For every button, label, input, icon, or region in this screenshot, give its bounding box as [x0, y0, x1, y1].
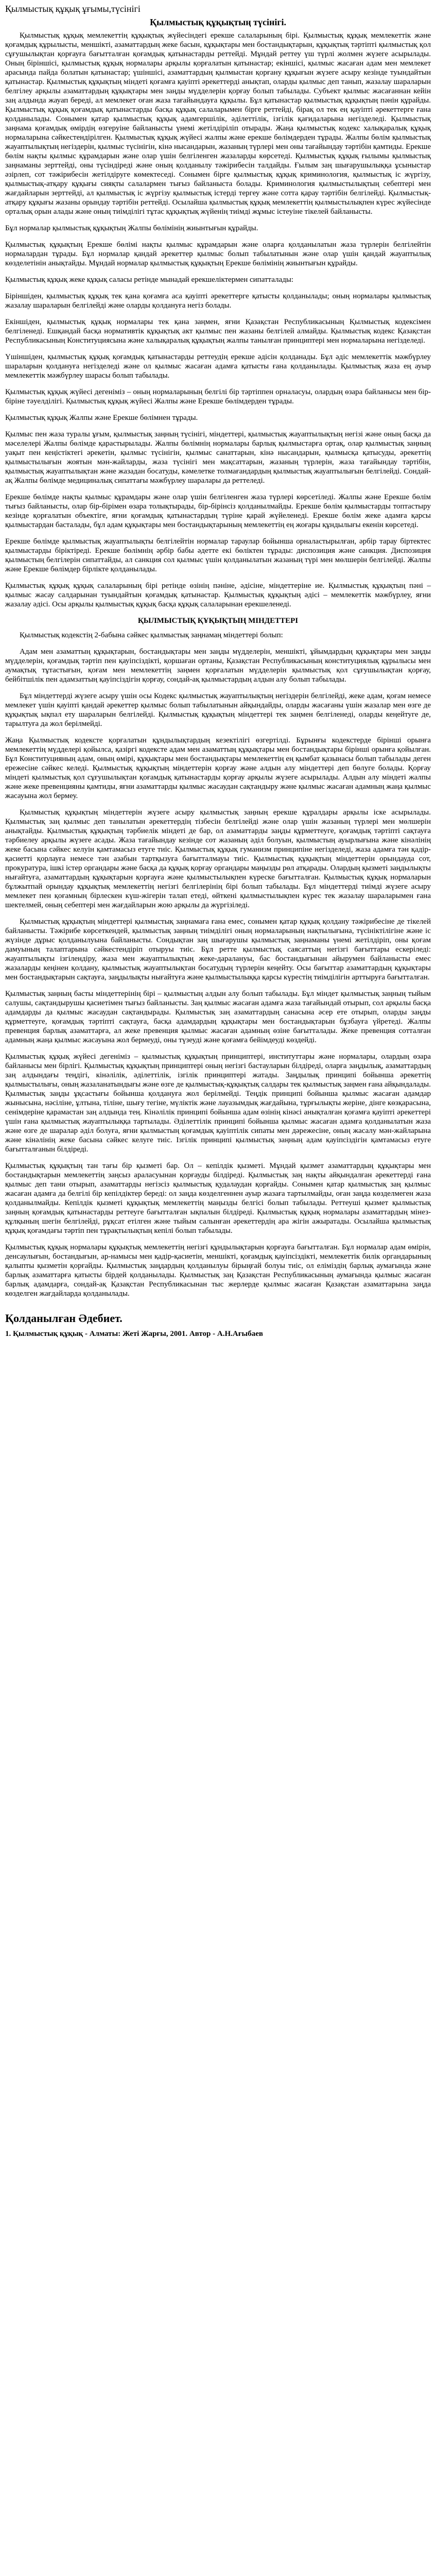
paragraph: Қылмыстық құқықтың міндеттері қылмыстық заңнамаға ғана емес, сонымен қатар құқық қолдану тәжірибесіне де тікелей байланысты. Тәжірибе көрсеткендей, қылмыстық заңның тиімділігі оның нормаларының нақтылығына, түсініктілігіне және іс жүзінде дұрыс қолданылуына байланысты. Сондықтан заң шығарушы қылмыстық заңнаманы үнемі жетілдіріп, оны қоғам дамуының талаптарына сәйкестендіріп отыруы тиіс. Бұл ретте қылмыстық саясаттың негізгі бағыттары ескеріледі: жауаптылықты ізгілендіру, жаза мен жауаптылықтың жеке-даралануы, бас бостандығынан айырумен байланысты емес жазаларды кеңінен қолдану, қылмыстық жауаптылықтан босатудың түрлерін кеңейту. Осы бағыттар азаматтардың құқықтары мен бостандықтарын сақтауға, заңдылықты нығайтуға және қылмыстылыққа қарсы күрестің тиімділігін арттыруға бағытталған.	[5, 918, 431, 981]
paragraph: Қылмыстық құқық мемлекеттің құқықтық жүйесіндегі ерекше салаларының бірі. Қылмыстық құқық мемлекеттік және қоғамдық құрылысты, меншікті, азаматтардың жеке басын, құқықтары мен бостандықтарын, құқықтық тәртіпті қылмыстық қол сұғушылықтан қорғауға бағытталған қоғамдық қатынастарды реттейді. Мұндай реттеу үш түрлі жолмен жүзеге асырылады. Оның біріншісі, қылмыстық құқық нормалары арқылы қорғалатын қатынастар; екіншісі, қылмыс жасаған адам мен мемлекет арасында пайда болатын қатынастар; үшіншісі, азаматтардың қылмыстан қорғану құқығын жүзеге асыру кезінде туындайтын қатынастар. Қылмыстық құқықтың міндеті қоғамға қауіпті әрекеттерді анықтап, оларды қылмыс деп танып, жазалау шараларын белгілеу арқылы азаматтардың құқықтары мен заңды мүдделерін қорғау болып табылады. Субъект қылмыс жасағаннан кейін заң алдында жауап береді, ал мемлекет оған жаза тағайындауға құқылы. Бұл қатынастар қылмыстық құқықтың пәнін құрайды. Қылмыстық құқық қоғамдық қатынастарды басқа құқық салаларымен бірге реттейді, бірақ ол тек ең қауіпті әрекеттерге ғана қолданылады. Сонымен қатар қылмыстық құқық адамгершілік, әділеттілік, ізгілік қағидаларына негізделеді. Қылмыстық заңнама қоғамдық өмірдің өзгеруіне байланысты үнемі жетілдіріліп отырады. Жаңа қылмыстық кодекс халықаралық құқық нормаларына сәйкестендірілген. Қылмыстық құқық жүйесі жалпы және ерекше бөлімдерден тұрады. Жалпы бөлім қылмыстық жауаптылықтың негіздерін, қылмыс түсінігін, кінә нысандарын, жазаның түрлері мен оны тағайындау тәртібін қамтиды. Ерекше бөлім нақты қылмыс құрамдарын және олар үшін белгіленген жазаларды көрсетеді. Қылмыстық құқық ғылымы қылмыстық заңнаманы зерттейді, оны түсіндіреді және оның қолданылу тәжірибесін талдайды. Ғылым заң шығарушылыққа ұсыныстар әзірлеп, сот тәжірибесін жетілдіруге көмектеседі. Сонымен бірге қылмыстық құқық криминология, қылмыстық іс жүргізу, қылмыстық-атқару құқығы сияқты салалармен тығыз байланыста болады. Криминология қылмыстылықтың себептері мен жағдайларын зерттейді, ал қылмыстық іс жүргізу қылмыстық істерді тергеу және сотта қарау тәртібін белгілейді. Қылмыстық-атқару құқығы жазаны орындау тәртібін реттейді. Осылайша қылмыстық құқық мемлекеттің қылмыстылықпен күрес жүйесінде орталық орын алады және оның тиімділігі тұтас құқықтық жүйенің тиімді жұмыс істеуіне тікелей байланысты.	[5, 31, 431, 216]
paragraph: Қылмыстық құқық жеке құқық саласы ретінде мынадай ерекшеліктермен сипатталады:	[5, 276, 294, 284]
part1-body	[5, 31, 431, 609]
paragraph: Қылмыстық құқық жүйесі дегеніміз – оның нормаларының белгілі бір тәртіппен орналасуы, олардың өзара байланысы мен бір-біріне тәуелділігі. Қылмыстық құқық жүйесі Жалпы және Ерекше бөлімдерден тұрады.	[5, 388, 431, 405]
paragraph: Қылмыс пен жаза туралы ұғым, қылмыстық заңның түсінігі, міндеттері, қылмыстық жауаптылықтың негізі және оның басқа да мәселелері Жалпы бөлімде қарастырылады. Жалпы бөлімнің нормалары барлық қылмыстарға ортақ, олар қылмыстық заңның уақыт пен кеңістіктегі әрекетін, қылмыс түсінігін, қылмыс санаттарын, кінә нысандарын, қылмысқа қатысуды, әрекеттің қылмыстылығын жоятын мән-жайларды, жаза түсінігі мен мақсаттарын, жазаның түрлерін, жаза тағайындау тәртібін, қылмыстық жауаптылықтан және жазадан босатуды, кәмелетке толмағандардың қылмыстық жауаптылығын белгілейді. Сондай-ақ Жалпы бөлімде медициналық сипаттағы мәжбүрлеу шаралары да реттеледі.	[5, 430, 431, 485]
paragraph: Қылмыстық құқықтың міндеттерін жүзеге асыру қылмыстық заңның ерекше құралдары арқылы іске асырылады. Қылмыстық заң қылмыс деп танылатын әрекеттердің тізбесін белгілейді және олар үшін жазаның түрлері мен мөлшерін анықтайды. Қылмыстық құқықтың тәрбиелік міндеті де бар, ол азаматтарды заңды құрметтеуге, қоғамдық тәртіпті сақтауға тәрбиелеу арқылы жүзеге асады. Жаза тағайындау кезінде сот жазаның әділ болуын, қылмыстың ауырлығына және кінәлінің жеке басына сәйкес келуін қамтамасыз етуге тиіс. Қылмыстық құқық гуманизм принципіне негізделеді, жаза адамға тән қадір-қасиетті қорлауға немесе тән азабын тартқызуға бағытталмауы тиіс. Қылмыстық құқықтың міндеттерін орындауда сот, прокуратура, ішкі істер органдары және басқа да құқық қорғау органдары маңызды рөл атқарады. Олардың қызметі заңдылықты нығайтуға, азаматтардың құқықтарын қорғауға және қылмыстылықпен күреске бағытталған. Қылмыстық құқық нормаларын бұлжытпай орындау құқықтық мемлекеттің негізгі белгілерінің бірі болып табылады. Бұл міндеттерді тиімді жүзеге асыру мемлекет пен қоғамның бірлескен күш-жігерін талап етеді, өйткені қылмыстылықпен күрес тек жазалау шараларымен ғана шектелмей, оның себептері мен жағдайларын жою арқылы да жүргізіледі.	[5, 808, 431, 909]
paragraph: Жаңа Қылмыстық кодексте қорғалатын құндылықтардың кезектілігі өзгертілді. Бұрынғы кодекстерде бірінші орынға мемлекеттің мүдделері қойылса, қазіргі кодексте адам мен азаматтың құқықтары мен бостандықтары бірінші орынға қойылған. Бұл Конституцияның адам, оның өмірі, құқықтары мен бостандықтары мемлекеттің ең қымбат қазынасы болып табылады деген ережесіне сәйкес келеді. Қылмыстық құқықтың міндеттерін қорғау және алдын алу міндеттері деп бөлуге болады. Қорғау міндеті қылмыстық қол сұғушылықтан қоғамдық қатынастарды қорғау арқылы жүзеге асырылады. Алдын алу міндеті жалпы және жеке превенцияны қамтиды, яғни азаматтарды қылмыс жасаудан сақтандыру және қылмыс жасаған адамның жаңа қылмыс жасауына жол бермеу.	[5, 736, 431, 800]
paragraph: Қылмыстық құқық жүйесі дегеніміз – қылмыстық құқықтың принциптері, институттары және нормалары, олардың өзара байланысы мен бірлігі. Қылмыстық құқықтың принциптері оның негізгі бастауларын білдіреді, оларға заңдылық, азаматтардың заң алдындағы теңдігі, кінәлілік, әділеттілік, ізгілік принциптері жатады. Заңдылық принципі бойынша әрекеттің қылмыстылығы, оның жазаланатындығы және өзге де қылмыстық-құқықтық салдары тек қылмыстық заңмен ғана айқындалады. Қылмыстық заңды ұқсастығы бойынша қолдануға жол берілмейді. Теңдік принципі бойынша қылмыс жасаған адамдар жынысына, нәсіліне, ұлтына, тіліне, шығу тегіне, мүліктік және лауазымдық жағдайына, тұрғылықты жеріне, дінге көзқарасына, сенімдеріне қарамастан заң алдында тең. Кінәлілік принципі бойынша адам өзінің кінәсі анықталған қоғамға қауіпті әрекеттері үшін ғана қылмыстық жауаптылыққа тартылады. Әділеттілік принципі бойынша қылмыс жасаған адамға қолданылатын жаза және өзге де шаралар әділ болуға, яғни қылмыстың қоғамдық қауіптілік сипаты мен дәрежесіне, оның жасалу мән-жайларына және кінәлінің жеке басына сәйкес келуге тиіс. Ізгілік принципі қылмыстық заңның адам қауіпсіздігін қамтамасыз етуге бағытталғанын білдіреді.	[5, 1053, 431, 1154]
paragraph: Қылмыстық құқықтың Ерекше бөлімі нақты қылмыс құрамдарын және оларға қолданылатын жаза түрлерін белгілейтін нормалардан тұрады. Бұл нормалар қандай әрекеттер қылмыс болып табылатынын және олар үшін қандай жауаптылық көзделетінін анықтайды. Мұндай нормалар қылмыстық құқықтың Ерекше бөлімінің жиынтығын құрайды.	[5, 241, 431, 267]
paragraph: Бұл міндеттерді жүзеге асыру үшін осы Кодекс қылмыстық жауаптылықтың негіздерін белгілейді, жеке адам, қоғам немесе мемлекет үшін қауіпті қандай әрекеттер қылмыс болып табылатынын айқындайды, оларды жасағаны үшін жазалар мен өзге де құқықтық ықпал ету шараларын белгілейді. Қылмыстық құқықтың міндеттері тек заңмен белгіленеді, оларды кеңейтуге де, тарылтуға да жол берілмейді.	[5, 692, 431, 728]
document-title: Қылмыстық құқық ұғымы,түсінігі	[5, 4, 141, 14]
part2-body	[5, 631, 431, 1298]
sources-heading: Қолданылған Әдебиет.	[5, 1312, 123, 1325]
paragraph: Қылмыстық құқықтың тан тағы бір қызметі бар. Ол – кепілдік қызметі. Мұндай қызмет азаматтардың құқықтары мен бостандықтарын мемлекеттің заңсыз араласуынан қорғауды білдіреді. Қылмыстық заң нақты айқындалған әрекеттерді ғана қылмыс деп тани отырып, азаматтарды негізсіз қылмыстық қудалаудан қорғайды. Сонымен қатар қылмыстық заң қылмыс жасаған адамға да белгілі бір кепілдіктер береді: ол заңда көзделгеннен ауыр жазаға тартылмайды, оған заңда көзделмеген жаза қолданылмайды. Кепілдік қызметі құқықтық мемлекеттің маңызды белгісі болып табылады. Реттеуші қызмет қылмыстық заңның қоғамдық қатынастарды реттеуге бағытталған ықпалын білдіреді. Қылмыстық құқық нормалары азаматтардың мінез-құлқының шегін белгілейді, рұқсат етілген және тыйым салынған әрекеттердің ара жігін ажыратады. Осылайша қылмыстық құқық қоғамдағы тәртіп пен тұрақтылықтың кепілі болып табылады.	[5, 1162, 431, 1235]
section-title: Қылмыстық құқықтың түсінігі.	[149, 17, 287, 27]
paragraph: Қылмыстық кодекстің 2-бабына сәйкес қылмыстық заңнамаң міндеттері болып:	[20, 631, 283, 639]
paragraph: Екіншіден, қылмыстық құқық нормалары тек қана заңмен, яғни Қазақстан Республикасының Қылмыстық кодексімен белгіленеді. Ешқандай басқа нормативтік құқықтық акт қылмыс пен жазаны белгілей алмайды. Қылмыстық кодекс Қазақстан Республикасының Конституциясына және халықаралық құқықтың жалпы танылған принциптері мен нормаларына негізделеді.	[5, 318, 431, 345]
paragraph: Қылмыстық құқық нормалары құқықтық мемлекеттің негізгі құндылықтарын қорғауға бағытталған. Бұл нормалар адам өмірін, денсаулығын, бостандығын, ар-намысы мен қадір-қасиетін, меншікті, қоғамдық қауіпсіздікті, мемлекеттік билік органдарының қалыпты қызметін қорғайды. Қылмыстық заңдардың қолданылуы бірыңғай болуы тиіс, ол еліміздің барлық аумағында және барлық азаматтарға қатысты бірдей қолданылады. Қылмыстық заң Қазақстан Республикасының аумағында қылмыс жасаған барлық адамдарға, сондай-ақ Қазақстан Республикасынан тыс жерлерде қылмыс жасаған Қазақстан азаматтарына заңда көзделген жағдайларда қолданылады.	[5, 1243, 431, 1298]
paragraph: Біріншіден, қылмыстық құқық тек қана қоғамға аса қауіпті әрекеттерге қатысты қолданылады; оның нормалары қылмыстық жазалау шараларын белгілейді және оларды қолдануға негіз болады.	[5, 292, 431, 310]
paragraph: Қылмыстық құқық құқық салаларының бірі ретінде өзінің пәніне, әдісіне, міндеттеріне ие. Қылмыстық құқықтың пәні – қылмыс жасау салдарынан туындайтын қоғамдық қатынастар. Қылмыстық құқықтың әдісі – мемлекеттік мәжбүрлеу, яғни жазалау әдісі. Осы арқылы қылмыстық құқық басқа құқық салаларынан ерекшеленеді.	[5, 582, 431, 608]
paragraph: Қылмыстық заңның басты міндеттерінің бірі – қылмыстың алдын алу болып табылады. Бұл міндет қылмыстық заңның тыйым салушы, сақтандырушы қасиетімен тығыз байланысты. Заң қылмыс жасаған адамға жаза тағайындай отырып, сол арқылы басқа адамдарды да қылмыс жасаудан сақтандырады. Қылмыстық заң азаматтардың санасына әсер ете отырып, оларды заңды құрметтеуге, қоғамдық тәртіпті сақтауға, басқа адамдардың құқықтары мен бостандықтарын бұзбауға үйретеді. Жалпы превенция барлық азаматтарға, ал жеке превенция қылмыс жасаған адамның өзіне бағытталады. Жеке превенция сотталған адамның жаңа қылмыс жасауына жол бермеуді, оны түзеуді және қоғамға бейімдеуді көздейді.	[5, 990, 431, 1044]
paragraph: Қылмыстық құқық Жалпы және Ерекше бөлімнен тұрады.	[5, 414, 198, 422]
section-heading: ҚЫЛМЫСТЫҚ ҚҰҚЫҚТЫҢ МІНДЕТТЕРІ	[137, 617, 299, 625]
paragraph: Үшіншіден, қылмыстық құқық қоғамдық қатынастарды реттеудің ерекше әдісін қолданады. Бұл әдіс мемлекеттік мәжбүрлеу шараларын қолдануға негізделеді және ол қылмыс жасаған адамға қатысты ғана қолданылады. Қылмыстық жаза ең ауыр мемлекеттік мәжбүрлеу шарасы болып табылады.	[5, 353, 431, 380]
paragraph: Бұл нормалар қылмыстық құқықтың Жалпы бөлімінің жиынтығын құрайды.	[5, 224, 258, 232]
paragraph: Ерекше бөлімде нақты қылмыс құрамдары және олар үшін белгіленген жаза түрлері көрсетіледі. Жалпы және Ерекше бөлім тығыз байланысты, олар бір-бірімен өзара толықтырады, бір-бірінсіз қолданылмайды. Ерекше бөлім қылмыстарды топтастыру кезінде қорғалатын объектіге, яғни қоғамдық қатынастардың түріне қарай жүйеленеді. Ерекше бөлім жеке адамға қарсы қылмыстардан басталады, бұл адам құқықтары мен бостандықтарының мемлекеттің ең жоғары құндылығы екенін көрсетеді.	[5, 493, 431, 529]
paragraph: Адам мен азаматтың құқықтарын, бостандықтары мен заңды мүдделерін, меншікті, ұйымдардың құқықтары мен заңды мүдделерін, қоғамдық тәртіп пен қауіпсіздікті, қоршаған ортаны, Қазақстан Республикасының конституциялық құрылысы мен аумақтық тұтастығын, қоғам мен мемлекеттің заңмен қорғалатын мүдделерін қылмыстық қол сұғушылықтан қорғау, бейбітшілік пен адамзаттың қауіпсіздігін қорғау, сондай-ақ қылмыстардың алдын алу болып табылады.	[5, 648, 431, 684]
paragraph: Ерекше бөлімде қылмыстық жауаптылықты белгілейтін нормалар тараулар бойынша орналастырылған, әрбір тарау біртектес қылмыстарды біріктіреді. Ерекше бөлімнің әрбір бабы әдетте екі бөліктен тұрады: диспозиция және санкция. Диспозиция қылмыстың белгілерін сипаттайды, ал санкция сол қылмыс үшін қолданылатын жазаның түрі мен мөлшерін белгілейді. Жалпы және Ерекше бөлімдер бірлікте қолданылады.	[5, 537, 431, 573]
source-item: 1. Қылмыстық құқық - Алматы: Жеті Жарғы, 2001. Автор - А.Н.Ағыбаев	[5, 1330, 264, 1338]
